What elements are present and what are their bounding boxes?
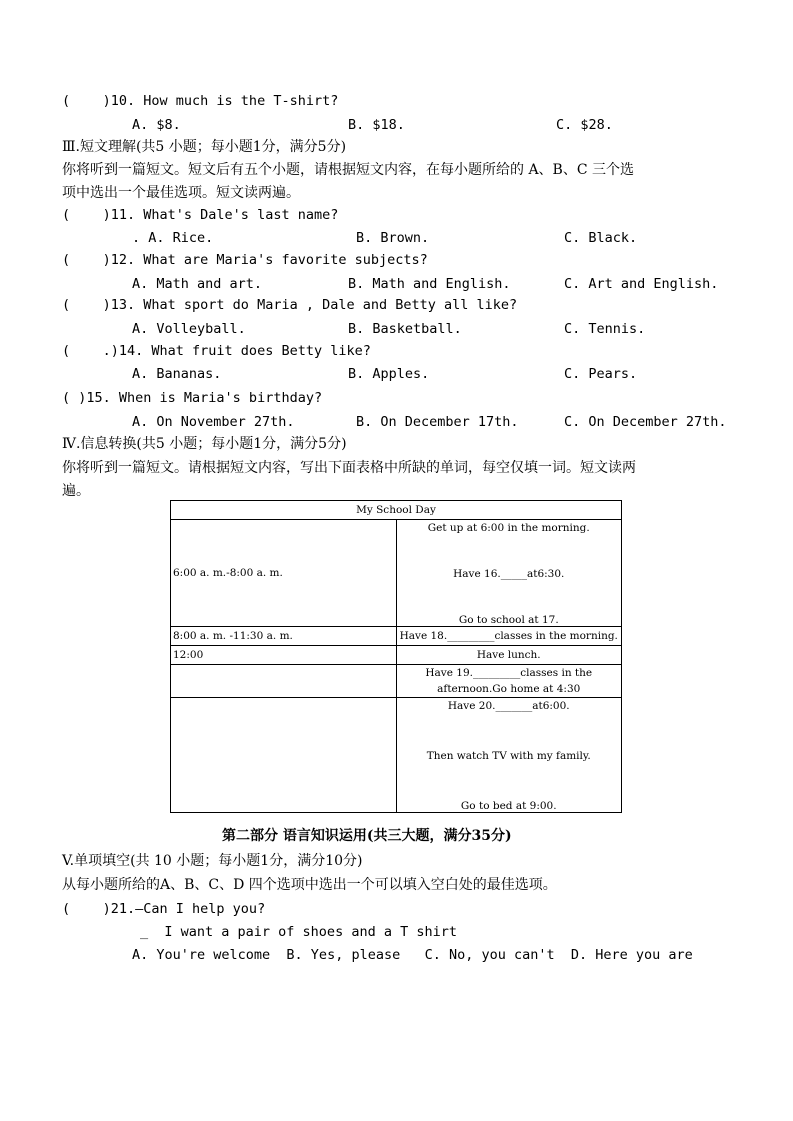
q11-stem: ( )11. What's Dale's last name?: [62, 207, 339, 223]
q14-option-a: A. Bananas.: [132, 366, 222, 382]
q14-option-b: B. Apples.: [348, 366, 430, 382]
q14-option-c: C. Pears.: [564, 366, 638, 382]
q21-stem: ( )21.—Can I help you?: [62, 901, 266, 917]
q15-option-b: B. On December 17th.: [356, 414, 519, 430]
q15-stem: ( )15. When is Maria's birthday?: [62, 390, 323, 406]
section3-title: Ⅲ.短文理解(共5 小题；每小题1分，满分5分): [62, 139, 347, 155]
section3-instruction-line1: 你将听到一篇短文。短文后有五个小题，请根据短文内容，在每小题所给的 A、B、C 三个选: [62, 162, 635, 178]
table-activity-text: Then watch TV with my family.: [426, 750, 591, 762]
table-time-cell: 6:00 a. m.-8:00 a. m.: [171, 520, 397, 627]
q13-option-c: C. Tennis.: [564, 321, 646, 337]
section4-title: Ⅳ.信息转换(共5 小题；每小题1分，满分5分): [62, 436, 347, 452]
q21-options: A. You're welcome B. Yes, please C. No, you can't D. Here you are: [132, 947, 693, 963]
table-row: [171, 665, 622, 698]
q13-option-a: A. Volleyball.: [132, 321, 246, 337]
q12-stem: ( )12. What are Maria's favorite subjects?: [62, 252, 428, 268]
q15-option-a: A. On November 27th.: [132, 414, 295, 430]
section5-title: V.单项填空(共 10 小题；每小题1分，满分10分): [62, 853, 363, 869]
q13-option-b: B. Basketball.: [348, 321, 462, 337]
q10-option-c: C. $28.: [556, 117, 613, 133]
table-row: [171, 698, 622, 813]
q11-option-b: B. Brown.: [356, 230, 430, 246]
table-row: [171, 627, 622, 646]
blank-20-text: Have 20._______at6:00.: [447, 700, 570, 712]
q13-stem: ( )13. What sport do Maria , Dale and Betty all like?: [62, 297, 518, 313]
blank-18-text: Have 18._________classes in the morning.: [396, 627, 622, 646]
blank-17-text: Go to school at 17.: [458, 614, 559, 626]
table-activity-text: Go to bed at 9:00.: [460, 800, 557, 812]
table-row: [171, 520, 622, 627]
q21-dialogue-line: _ I want a pair of shoes and a T shirt: [140, 924, 457, 940]
q10-option-a: A. $8.: [132, 117, 181, 133]
section4-instruction-line1: 你将听到一篇短文。请根据短文内容，写出下面表格中所缺的单词，每空仅填一词。短文读两: [62, 460, 636, 476]
section3-instruction-line2: 项中选出一个最佳选项。短文读两遍。: [62, 185, 300, 201]
table-time-cell: 12:00: [171, 646, 397, 665]
q15-option-c: C. On December 27th.: [564, 414, 727, 430]
table-header: My School Day: [171, 501, 622, 520]
table-activity-text: Get up at 6:00 in the morning.: [427, 522, 590, 534]
q14-stem: ( .)14. What fruit does Betty like?: [62, 343, 371, 359]
q11-option-a: . A. Rice.: [132, 230, 214, 246]
q11-option-c: C. Black.: [564, 230, 638, 246]
table-row: [171, 646, 622, 665]
q10-stem: ( )10. How much is the T-shirt?: [62, 93, 339, 109]
school-day-table: [170, 500, 622, 813]
q12-option-c: C. Art and English.: [564, 276, 719, 292]
q10-option-b: B. $18.: [348, 117, 405, 133]
section5-instruction: 从每小题所给的A、B、C、D 四个选项中选出一个可以填入空白处的最佳选项。: [62, 877, 557, 893]
section4-instruction-line2: 遍。: [62, 483, 90, 499]
q12-option-a: A. Math and art.: [132, 276, 263, 292]
table-activity-text: Have lunch.: [396, 646, 622, 665]
part2-title: 第二部分 语言知识运用(共三大题，满分35分): [222, 828, 512, 844]
table-time-cell: [171, 665, 397, 698]
blank-19-text: Have 19._________classes in the afternoon.Go home at 4:30: [396, 665, 622, 698]
blank-16-text: Have 16._____at6:30.: [453, 568, 565, 580]
table-time-cell: [171, 698, 397, 813]
table-time-cell: 8:00 a. m. -11:30 a. m.: [171, 627, 397, 646]
q12-option-b: B. Math and English.: [348, 276, 511, 292]
